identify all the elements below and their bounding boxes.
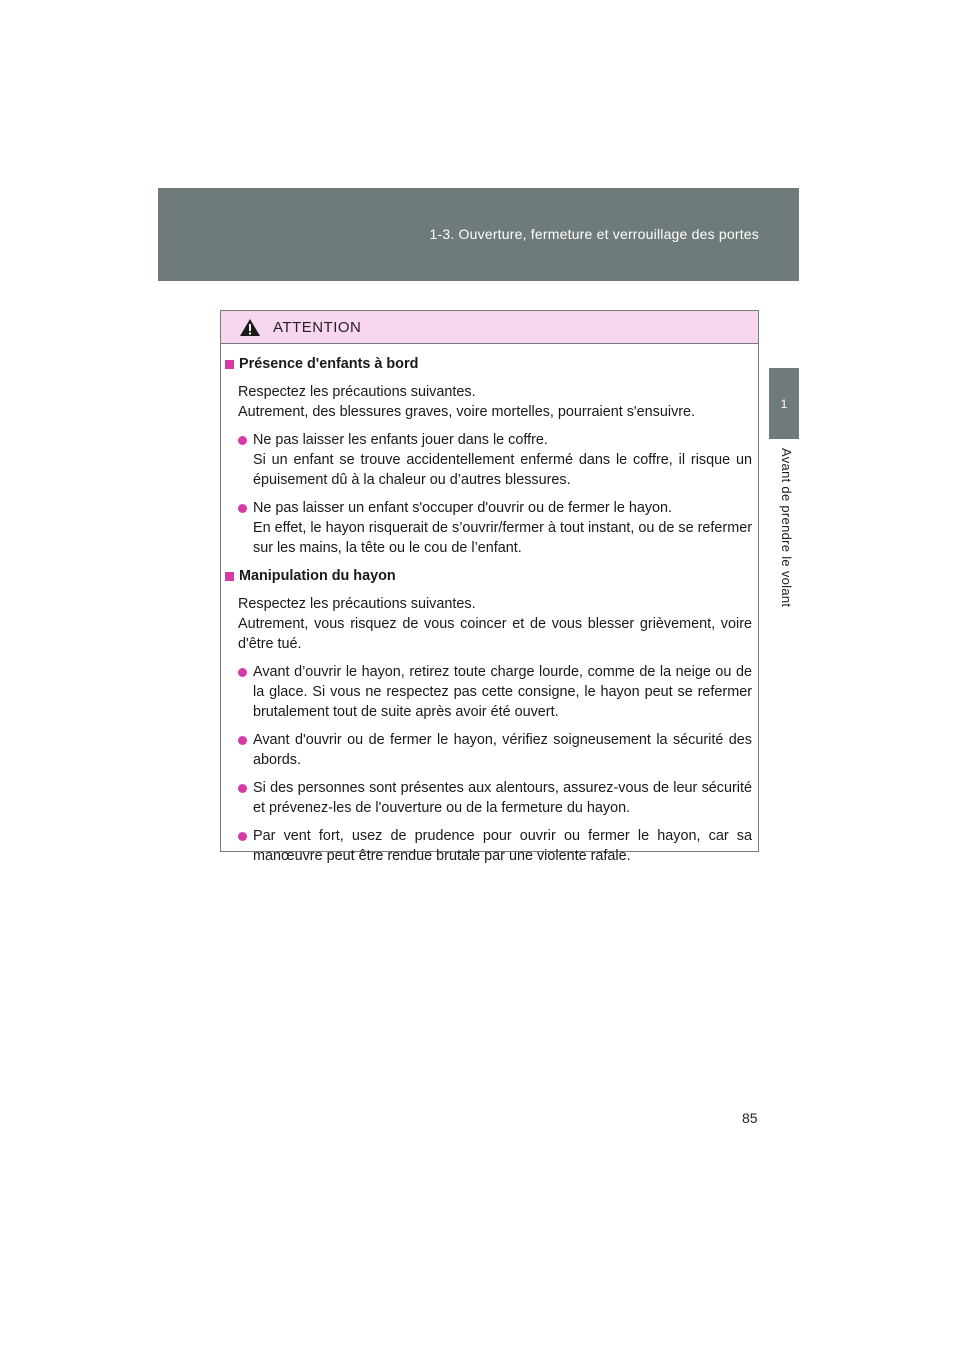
dot-bullet-icon xyxy=(238,736,247,745)
chapter-label: Avant de prendre le volant xyxy=(779,448,794,608)
caution-title: ATTENTION xyxy=(273,318,362,336)
bullet-line: Si un enfant se trouve accidentellement enfermé dans le coffre, il risque un épuisement dû à la chaleur ou d’autres blessures. xyxy=(253,452,752,488)
bullet-item xyxy=(225,498,752,558)
bullet-line: Si des personnes sont présentes aux alentours, assurez-vous de leur sécurité et prévenez-les de l'ouverture ou de la fermeture du hayon. xyxy=(253,780,752,816)
page-number: 85 xyxy=(742,1110,758,1126)
chapter-tab xyxy=(769,368,799,439)
dot-bullet-icon xyxy=(238,784,247,793)
dot-bullet-icon xyxy=(238,504,247,513)
bullet-line: En effet, le hayon risquerait de s’ouvrir/fermer à tout instant, ou de se refermer sur les mains, la tête ou le cou de l’enfant. xyxy=(253,520,752,556)
bullet-line: Avant d’ouvrir le hayon, retirez toute charge lourde, comme de la neige ou de la glace. Si vous ne respectez pas cette consigne, le hayon peut se refermer brutalement tout de suite après avoir été ouvert. xyxy=(253,664,752,720)
caution-body xyxy=(221,344,758,866)
dot-bullet-icon xyxy=(238,832,247,841)
intro-line: Respectez les précautions suivantes. xyxy=(238,384,476,400)
bullet-item xyxy=(225,662,752,722)
bullet-item xyxy=(225,730,752,770)
intro-line: Autrement, des blessures graves, voire mortelles, pourraient s'ensuivre. xyxy=(238,404,696,420)
section-intro xyxy=(225,382,752,422)
bullet-item xyxy=(225,778,752,818)
section-intro xyxy=(225,594,752,654)
dot-bullet-icon xyxy=(238,436,247,445)
bullet-line: Ne pas laisser les enfants jouer dans le coffre. xyxy=(253,432,548,448)
caution-header xyxy=(221,311,758,344)
dot-bullet-icon xyxy=(238,668,247,677)
chapter-number: 1 xyxy=(780,396,788,411)
section-title: 1-3. Ouverture, fermeture et verrouillage des portes xyxy=(429,226,759,242)
caution-box xyxy=(220,310,759,864)
square-bullet-icon xyxy=(225,572,234,581)
bullet-line: Ne pas laisser un enfant s'occuper d'ouvrir ou de fermer le hayon. xyxy=(253,500,673,516)
bullet-line: Avant d'ouvrir ou de fermer le hayon, vérifiez soigneusement la sécurité des abords. xyxy=(253,732,752,768)
intro-line: Autrement, vous risquez de vous coincer et de vous blesser grièvement, voire d'être tué. xyxy=(238,616,752,652)
intro-line: Respectez les précautions suivantes. xyxy=(238,596,476,612)
square-bullet-icon xyxy=(225,360,234,369)
bullet-item xyxy=(225,430,752,490)
section-heading: Présence d'enfants à bord xyxy=(225,354,752,374)
header-band xyxy=(158,188,799,281)
warning-icon xyxy=(239,318,261,337)
section-heading: Manipulation du hayon xyxy=(225,566,752,586)
bullet-item xyxy=(225,826,752,866)
bullet-line: Par vent fort, usez de prudence pour ouvrir ou fermer le hayon, car sa manœuvre peut être rendue brutale par une violente rafale. xyxy=(253,828,752,864)
